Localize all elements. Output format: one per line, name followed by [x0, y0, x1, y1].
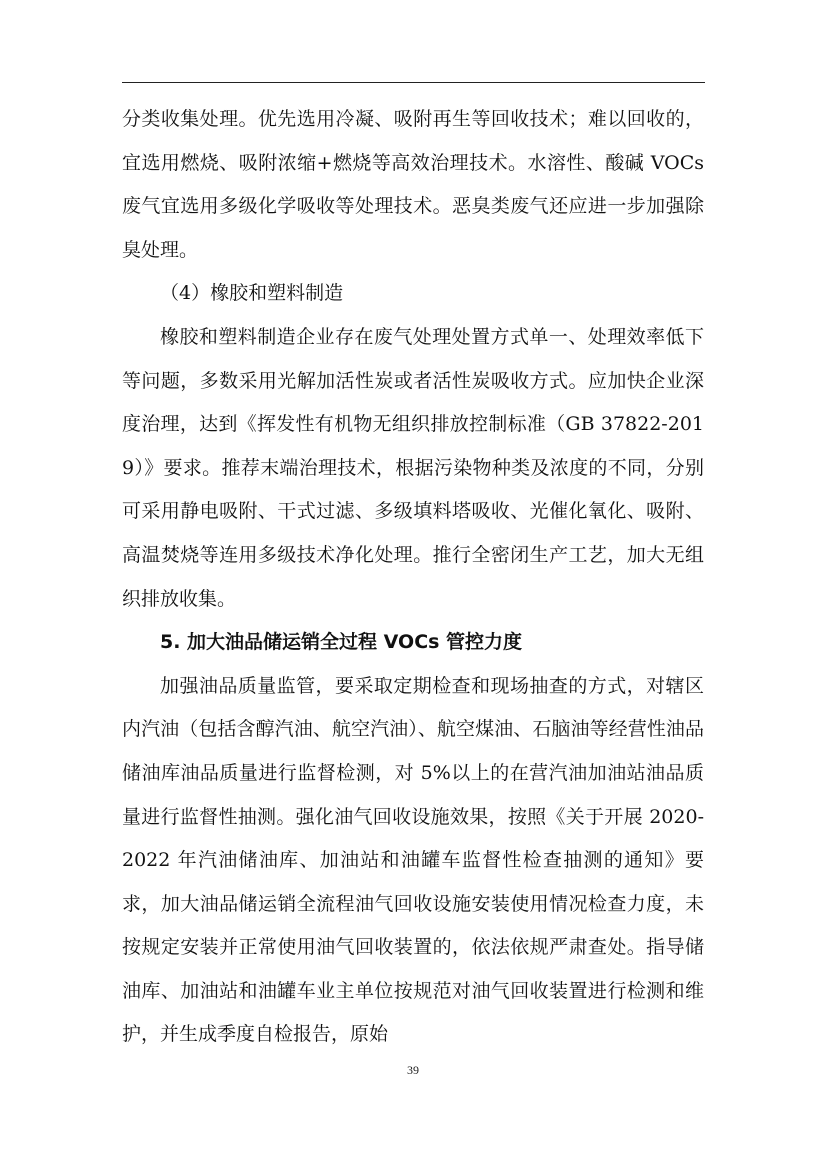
subheading-rubber-plastics: （4）橡胶和塑料制造 [160, 282, 344, 305]
header-rule [122, 82, 705, 83]
page-number: 39 [407, 1063, 419, 1077]
paragraph-oil-quality: 加强油品质量监管，要采取定期检查和现场抽查的方式，对辖区内汽油（包括含醇汽油、航空汽油）、航空煤油、石脑油等经营性油品储油库油品质量进行监督检测，对 5%以上的在营汽油加油站油品质量进行监督性抽测。强化油气回收设施效果，按照《关于开展 2020-2022 年汽油储油库、加油站和油罐车监督性检查抽测的通知》要求，加大油品储运销全流程油气回收设施安装使用情况检查力度，未按规定安装并正常使用油气回收装置的，依法依规严肃查处。指导储油库、加油站和油罐车业主单位按规范对油气回收装置进行检测和维护，并生成季度自检报告，原始 [122, 674, 704, 1046]
paragraph-continuation: 分类收集处理。优先选用冷凝、吸附再生等回收技术；难以回收的，宜选用燃烧、吸附浓缩+燃烧等高效治理技术。水溶性、酸碱 VOCs 废气宜选用多级化学吸收等处理技术。恶臭类废气还应进一步加强除臭处理。 [122, 108, 704, 261]
section-heading-oil-vocs: 5. 加大油品储运销全过程 VOCs 管控力度 [160, 631, 523, 654]
document-body [122, 98, 704, 1057]
paragraph-rubber-plastics: 橡胶和塑料制造企业存在废气处理处置方式单一、处理效率低下等问题，多数采用光解加活性炭或者活性炭吸收方式。应加快企业深度治理，达到《挥发性有机物无组织排放控制标准（GB 37822-2019）》要求。推荐末端治理技术，根据污染物种类及浓度的不同，分别可采用静电吸附、干式过滤、多级填料塔吸收、光催化氧化、吸附、高温焚烧等连用多级技术净化处理。推行全密闭生产工艺，加大无组织排放收集。 [122, 325, 704, 610]
